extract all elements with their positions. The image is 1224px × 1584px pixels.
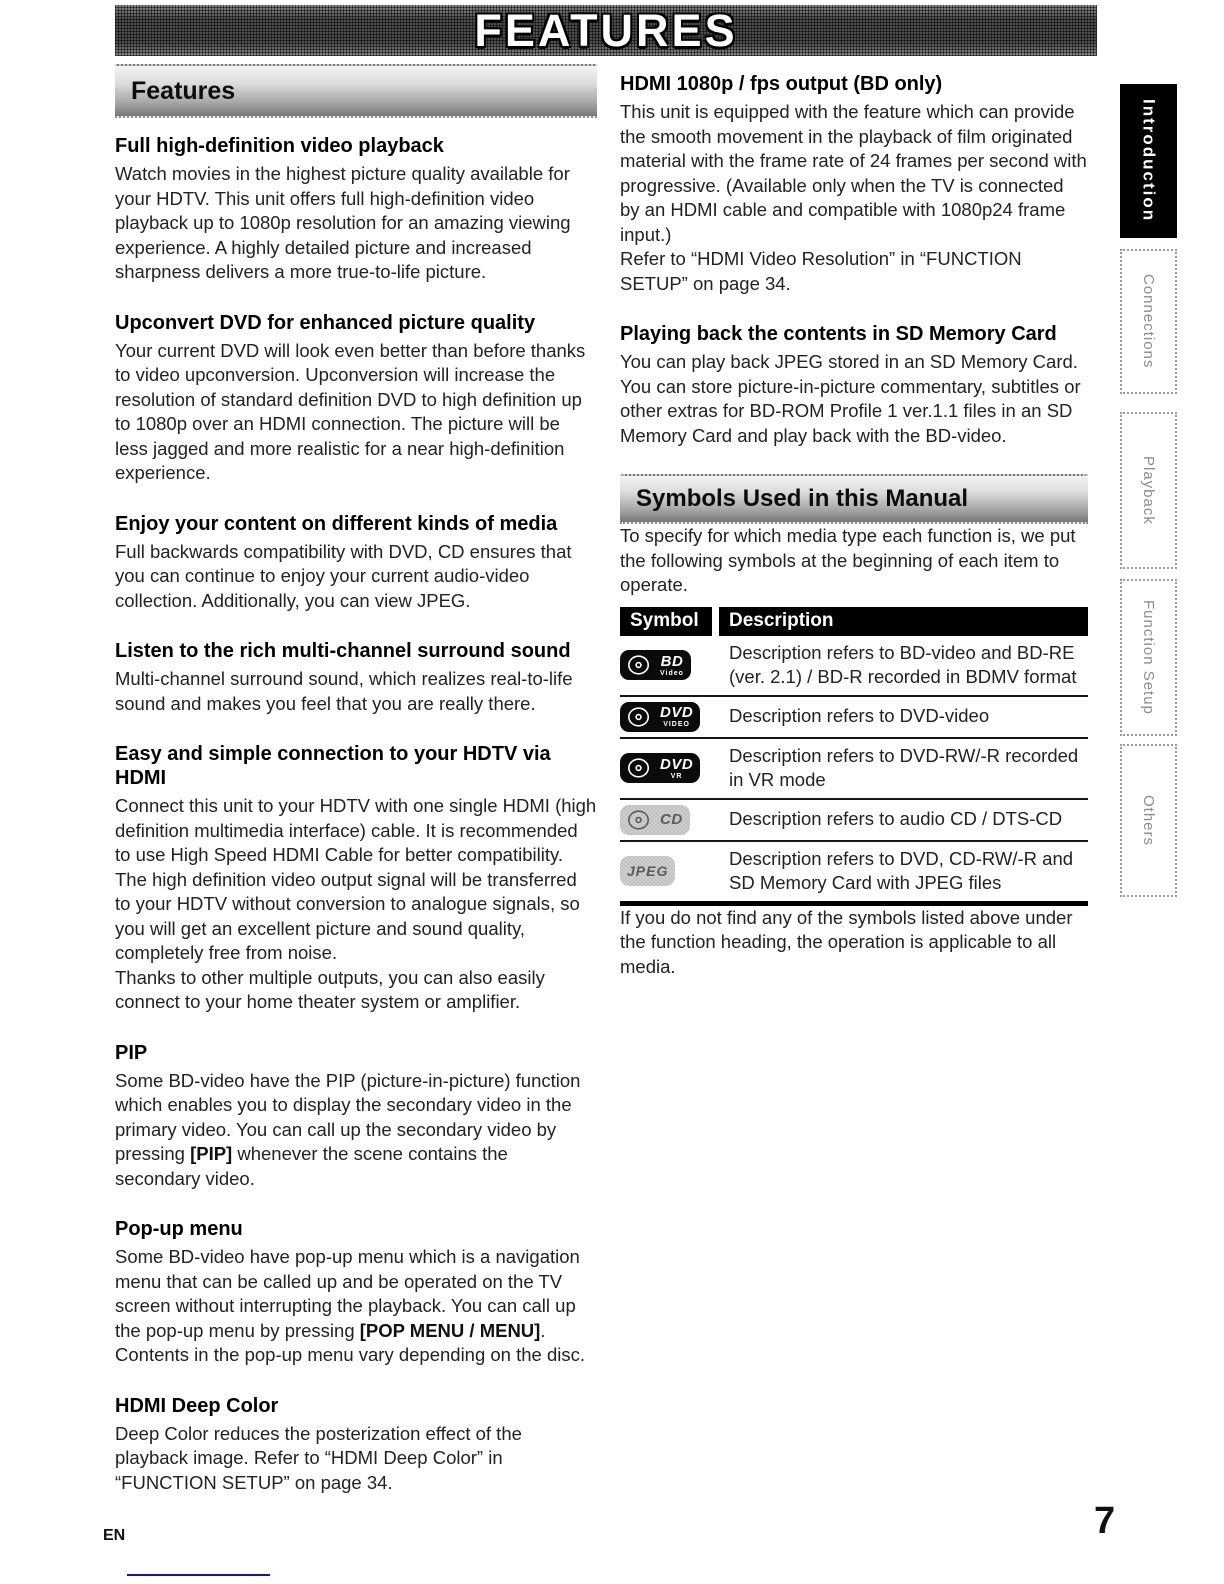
section-paragraph: You can store picture-in-picture commentary, subtitles or other extras for BD-ROM Profile 1 ver.1.1 files in an SD Memory Card and play back with the BD-video.: [620, 375, 1081, 446]
sidebar-tab-introduction: [1120, 84, 1177, 238]
paragraph-text: . Contents in the pop-up menu vary depending on the disc.: [115, 1319, 586, 1365]
symbol-description: Description refers to DVD-RW/-R recorded in VR mode: [729, 744, 1079, 790]
section-heading: Pop-up menu: [115, 1218, 243, 1240]
section-heading: Upconvert DVD for enhanced picture quality: [115, 311, 536, 334]
paragraph-text: Some BD-video have pop-up menu which is a navigation menu that can be called up and be operated on the TV screen without interrupting the playback. You can call up the pop-up menu by pressing: [115, 1246, 580, 1341]
section-paragraph: Thanks to other multiple outputs, you can also easily connect to your home theater system or amplifier.: [115, 966, 545, 1012]
section-paragraph: [115, 1245, 597, 1368]
sidebar-tab-label: Others: [1140, 794, 1157, 846]
disc-glyph: [627, 653, 657, 677]
symbol-cell: [620, 753, 719, 783]
section-heading: Easy and simple connection to your HDTV via HDMI: [115, 743, 551, 789]
badge-text: [627, 864, 668, 878]
sidebar-tab-function-setup: [1120, 579, 1177, 736]
badge-label: BD: [660, 652, 684, 670]
symbol-description: Description refers to audio CD / DTS-CD: [729, 808, 1063, 830]
cd-disc-icon: [620, 805, 690, 835]
bd-video-disc-icon: [620, 650, 691, 680]
features-section-title: Features: [131, 76, 236, 105]
symbols-table-header: [620, 607, 1088, 636]
page-number: 7: [1094, 1500, 1116, 1542]
badge-label: JPEG: [627, 863, 669, 879]
symbol-cell: [620, 702, 719, 732]
disc-glyph: [627, 756, 657, 780]
section-heading: HDMI 1080p / fps output (BD only): [620, 73, 943, 95]
badge-sublabel: VIDEO: [663, 721, 690, 728]
table-row: [620, 636, 1088, 697]
section-heading: PIP: [115, 1041, 148, 1064]
symbols-intro: To specify for which media type each function is, we put the following symbols at the beginning of each item to operate.: [620, 525, 1076, 595]
paragraph-text: whenever the scene contains the secondary video.: [115, 1143, 508, 1189]
badge-label: CD: [660, 811, 683, 828]
symbol-description: Description refers to DVD-video: [729, 705, 990, 727]
right-column: [620, 72, 1088, 979]
symbol-cell: [620, 856, 719, 886]
symbols-section-title: Symbols Used in this Manual: [636, 485, 969, 512]
section-heading: HDMI Deep Color: [115, 1394, 279, 1417]
badge-label: DVD: [660, 704, 694, 721]
section-sd-memory-card: [620, 322, 1088, 448]
features-section-header: [115, 64, 597, 118]
section-paragraph: Refer to “HDMI Video Resolution” in “FUNCTION SETUP” on page 34.: [620, 248, 1022, 294]
column-header-symbol: Symbol: [620, 607, 712, 636]
table-row: [620, 739, 1088, 800]
section-paragraph: Watch movies in the highest picture quality available for your HDTV. This unit offers full high-definition video playback up to 1080p resolution for an amazing viewing experience. A highly detailed picture and increased sharpness delivers a more true-to-life picture.: [115, 163, 571, 282]
table-row: [620, 697, 1088, 739]
disc-glyph: [627, 705, 657, 729]
badge-text: [660, 757, 693, 780]
paragraph-text: Some BD-video have the PIP (picture-in-picture) function which enables you to display the secondary video in the primary video. You can call up the secondary video by pressing: [115, 1069, 581, 1164]
sidebar-tab-label: Function Setup: [1140, 600, 1157, 715]
section-full-hd-playback: [115, 134, 597, 285]
section-enjoy-media: [115, 512, 597, 614]
section-paragraph: Multi-channel surround sound, which realizes real-to-life sound and makes you feel that you are really there.: [115, 668, 573, 714]
sidebar-tab-connections: [1120, 249, 1177, 394]
section-upconvert-dvd: [115, 311, 597, 486]
symbols-section-header: [620, 474, 1088, 524]
dvd-video-disc-icon: [620, 702, 700, 732]
sidebar-tab-others: [1120, 744, 1177, 897]
sidebar-tab-label: Introduction: [1139, 99, 1159, 223]
dvd-vr-disc-icon: [620, 753, 700, 783]
section-pip: [115, 1041, 597, 1192]
section-hdmi-connection: [115, 742, 597, 1015]
symbol-description: Description refers to BD-video and BD-RE (ver. 2.1) / BD-R recorded in BDMV format: [729, 641, 1077, 687]
badge-text: [660, 654, 684, 677]
column-header-description: Description: [719, 607, 1088, 636]
section-paragraph: Connect this unit to your HDTV with one single HDMI (high definition multimedia interface) cable. It is recommended to use High Speed HDMI Cable for better compatibility. The high definition video output signal will be transferred to your HDTV without conversion to analogue signals, so you will get an excellent picture and sound quality, completely free from noise.: [115, 795, 597, 963]
badge-label: DVD: [660, 755, 694, 773]
popmenu-button-reference: [POP MENU / MENU]: [359, 1319, 541, 1341]
section-paragraph: [115, 1069, 597, 1192]
footer-blue-rule: [127, 1574, 270, 1576]
pip-button-reference: [PIP]: [190, 1143, 233, 1164]
symbol-cell: [620, 805, 719, 835]
section-hdmi-deep-color: [115, 1394, 597, 1496]
left-column: [115, 64, 597, 1495]
section-hdmi-1080p: [620, 72, 1088, 296]
section-paragraph: Your current DVD will look even better than before thanks to video upconversion. Upconversion will increase the resolution of standard definition DVD to high definition up to 1080p over an HDMI connection. The picture will be less jagged and more realistic for a near high-definition experience.: [115, 339, 586, 483]
symbols-table: [620, 607, 1088, 906]
badge-sublabel: Video: [660, 669, 684, 677]
section-paragraph: Full backwards compatibility with DVD, CD ensures that you can continue to enjoy your current audio-video collection. Additionally, you can view JPEG.: [115, 540, 572, 611]
sidebar-tab-label: Playback: [1140, 456, 1157, 525]
sidebar-tab-playback: [1120, 412, 1177, 569]
footer-language: EN: [103, 1527, 126, 1544]
symbol-cell: [620, 650, 719, 680]
section-popup-menu: [115, 1217, 597, 1368]
symbols-footnote: If you do not find any of the symbols listed above under the function heading, the operation is applicable to all media.: [620, 906, 1073, 977]
table-row: [620, 842, 1088, 906]
sidebar-tab-label: Connections: [1140, 274, 1157, 369]
column-gap: [712, 607, 719, 636]
section-paragraph: This unit is equipped with the feature which can provide the smooth movement in the playback of film originated material with the frame rate of 24 frames per second with progressive. (Available only when the TV is connected by an HDMI cable and compatible with 1080p24 frame input.): [620, 101, 1087, 245]
section-heading: Enjoy your content on different kinds of media: [115, 512, 558, 535]
section-heading: Listen to the rich multi-channel surround sound: [115, 640, 571, 662]
section-paragraph: You can play back JPEG stored in an SD Memory Card.: [620, 351, 1078, 372]
section-heading: Playing back the contents in SD Memory Card: [620, 323, 1057, 345]
section-heading: Full high-definition video playback: [115, 135, 444, 157]
disc-glyph: [627, 808, 657, 832]
jpeg-icon: [620, 856, 675, 886]
section-surround-sound: [115, 639, 597, 716]
badge-sublabel: VR: [670, 772, 683, 780]
table-row: [620, 800, 1088, 842]
badge-text: [660, 812, 683, 827]
page-title: FEATURES: [474, 4, 738, 56]
badge-text: [660, 705, 693, 728]
section-paragraph: Deep Color reduces the posterization effect of the playback image. Refer to “HDMI Deep Color” in “FUNCTION SETUP” on page 34.: [115, 1422, 522, 1493]
page-banner: [115, 5, 1097, 56]
symbol-description: Description refers to DVD, CD-RW/-R and SD Memory Card with JPEG files: [729, 847, 1074, 893]
